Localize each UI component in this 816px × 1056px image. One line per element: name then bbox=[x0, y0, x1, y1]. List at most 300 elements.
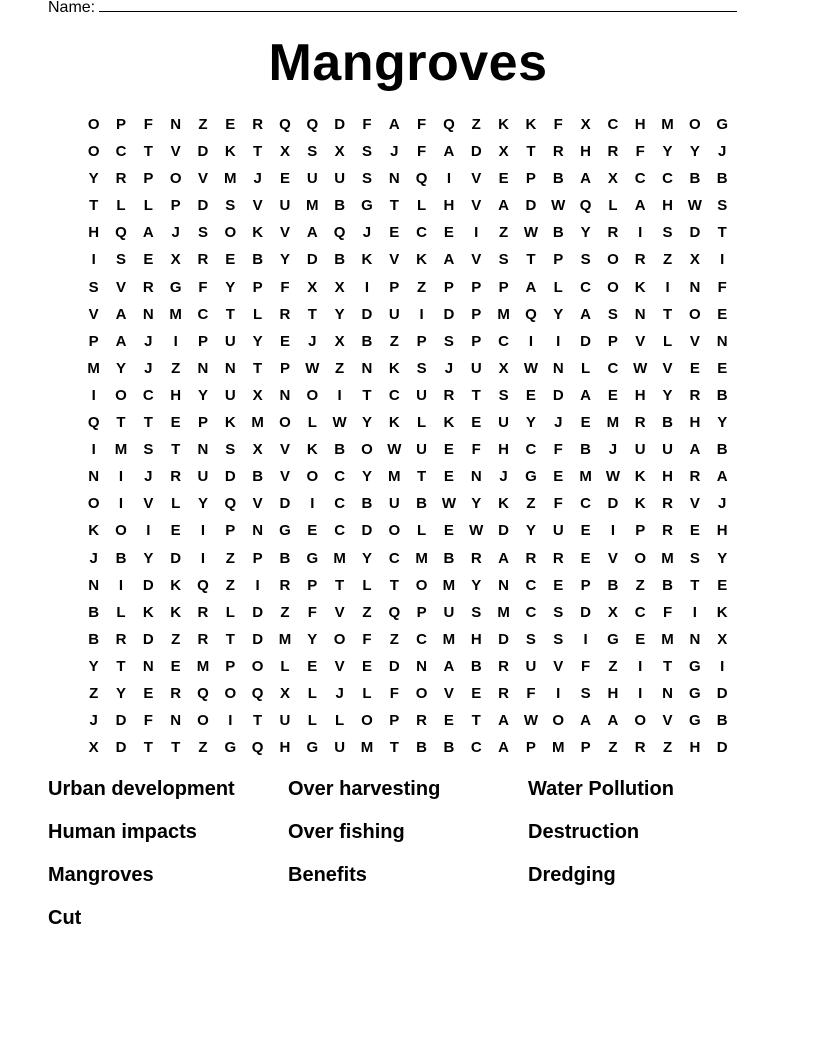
grid-letter: Y bbox=[471, 495, 482, 513]
grid-letter: E bbox=[143, 684, 154, 702]
grid-letter: N bbox=[252, 522, 264, 540]
grid-letter: D bbox=[115, 712, 127, 730]
grid-letter: R bbox=[115, 170, 127, 188]
grid-letter: D bbox=[498, 630, 509, 648]
word-list-item: Dredging bbox=[528, 864, 616, 886]
grid-row bbox=[80, 439, 736, 466]
grid-letter: Q bbox=[197, 576, 209, 594]
grid-letter: N bbox=[388, 170, 400, 188]
grid-letter: Z bbox=[89, 684, 99, 702]
grid-letter: J bbox=[499, 468, 508, 486]
grid-letter: G bbox=[689, 684, 701, 702]
grid-letter: T bbox=[471, 712, 481, 730]
grid-letter: F bbox=[717, 278, 727, 296]
grid-letter: I bbox=[228, 712, 233, 730]
grid-letter: O bbox=[361, 712, 373, 730]
grid-letter: S bbox=[498, 386, 509, 404]
grid-letter: A bbox=[498, 712, 509, 730]
grid-letter: Y bbox=[279, 251, 290, 269]
grid-letter: N bbox=[689, 630, 701, 648]
grid-letter: S bbox=[662, 224, 673, 242]
grid-letter: V bbox=[88, 305, 99, 323]
grid-letter: O bbox=[634, 712, 647, 730]
grid-letter: H bbox=[580, 143, 591, 161]
grid-letter: Q bbox=[115, 224, 127, 242]
grid-letter: Y bbox=[717, 414, 728, 432]
grid-row bbox=[80, 683, 736, 710]
grid-letter: J bbox=[89, 712, 98, 730]
grid-letter: N bbox=[716, 332, 728, 350]
grid-letter: C bbox=[634, 603, 646, 621]
grid-letter: N bbox=[197, 441, 209, 459]
grid-letter: J bbox=[608, 441, 618, 459]
grid-row bbox=[80, 656, 736, 683]
grid-letter: E bbox=[225, 116, 236, 133]
grid-letter: M bbox=[606, 414, 620, 432]
grid-row bbox=[80, 385, 736, 412]
grid-letter: W bbox=[605, 468, 620, 486]
grid-letter: R bbox=[607, 224, 619, 242]
grid-letter: J bbox=[718, 495, 727, 513]
grid-letter: R bbox=[170, 468, 182, 486]
grid-letter: H bbox=[662, 197, 673, 215]
grid-letter: T bbox=[362, 386, 372, 404]
grid-letter: K bbox=[224, 143, 236, 161]
grid-letter: U bbox=[334, 739, 346, 757]
grid-letter: T bbox=[143, 143, 153, 161]
grid-letter: I bbox=[118, 576, 124, 594]
grid-letter: Y bbox=[662, 143, 673, 161]
grid-letter: O bbox=[224, 224, 237, 242]
grid-letter: P bbox=[389, 278, 400, 296]
grid-row bbox=[80, 114, 736, 141]
grid-letter: N bbox=[416, 657, 428, 675]
grid-letter: K bbox=[416, 251, 428, 269]
grid-letter: V bbox=[689, 332, 700, 350]
grid-letter: P bbox=[88, 332, 99, 350]
grid-letter: F bbox=[417, 116, 427, 133]
grid-letter: Z bbox=[608, 739, 618, 757]
grid-letter: O bbox=[169, 170, 182, 188]
grid-letter: D bbox=[252, 603, 264, 621]
grid-letter: J bbox=[144, 359, 153, 377]
grid-letter: C bbox=[388, 386, 400, 404]
grid-letter: K bbox=[498, 495, 509, 513]
grid-letter: V bbox=[279, 224, 290, 242]
grid-letter: U bbox=[224, 386, 236, 404]
letter-grid bbox=[80, 114, 736, 764]
grid-letter: E bbox=[689, 522, 700, 540]
grid-letter: P bbox=[416, 332, 427, 350]
grid-letter: T bbox=[389, 576, 399, 594]
grid-letter: E bbox=[361, 657, 372, 675]
grid-letter: A bbox=[115, 305, 127, 323]
grid-letter: W bbox=[551, 197, 566, 215]
grid-letter: R bbox=[142, 278, 154, 296]
grid-letter: S bbox=[416, 359, 427, 377]
grid-letter: B bbox=[443, 739, 455, 757]
grid-letter: N bbox=[197, 359, 209, 377]
grid-letter: E bbox=[307, 522, 318, 540]
grid-letter: E bbox=[389, 224, 400, 242]
grid-letter: M bbox=[87, 359, 100, 377]
grid-letter: W bbox=[332, 414, 347, 432]
grid-letter: L bbox=[417, 522, 427, 540]
grid-letter: O bbox=[689, 116, 701, 133]
grid-letter: C bbox=[580, 278, 591, 296]
grid-letter: F bbox=[362, 116, 372, 133]
grid-letter: M bbox=[551, 739, 565, 757]
grid-letter: M bbox=[388, 468, 401, 486]
grid-letter: Q bbox=[306, 116, 319, 133]
grid-letter: I bbox=[638, 224, 643, 242]
grid-letter: W bbox=[687, 197, 702, 215]
grid-letter: Z bbox=[389, 630, 399, 648]
grid-letter: V bbox=[553, 657, 564, 675]
grid-letter: Z bbox=[471, 116, 481, 133]
grid-letter: F bbox=[553, 495, 563, 513]
grid-letter: T bbox=[253, 359, 263, 377]
grid-letter: V bbox=[607, 549, 618, 567]
grid-letter: C bbox=[388, 549, 400, 567]
grid-letter: J bbox=[89, 549, 98, 567]
word-list-item: Water Pollution bbox=[528, 778, 674, 800]
grid-letter: E bbox=[717, 576, 728, 594]
grid-letter: T bbox=[417, 468, 427, 486]
grid-letter: Z bbox=[198, 739, 208, 757]
name-field bbox=[48, 0, 737, 18]
grid-letter: N bbox=[88, 576, 100, 594]
grid-letter: B bbox=[252, 468, 264, 486]
grid-letter: L bbox=[116, 603, 126, 621]
grid-letter: G bbox=[689, 657, 701, 675]
grid-letter: R bbox=[498, 657, 509, 675]
grid-letter: K bbox=[634, 468, 646, 486]
grid-letter: K bbox=[443, 414, 455, 432]
grid-letter: Q bbox=[87, 414, 100, 432]
grid-letter: M bbox=[497, 305, 510, 323]
grid-letter: Z bbox=[662, 251, 673, 269]
grid-letter: T bbox=[662, 657, 673, 675]
grid-letter: E bbox=[279, 332, 290, 350]
grid-letter: C bbox=[334, 522, 346, 540]
grid-row bbox=[80, 710, 736, 737]
grid-letter: T bbox=[526, 251, 536, 269]
grid-letter: B bbox=[716, 170, 728, 188]
grid-letter: R bbox=[197, 603, 209, 621]
grid-letter: U bbox=[552, 522, 564, 540]
grid-letter: X bbox=[607, 603, 618, 621]
grid-letter: V bbox=[662, 712, 673, 730]
grid-row bbox=[80, 277, 736, 304]
grid-letter: A bbox=[306, 224, 318, 242]
grid-letter: D bbox=[716, 684, 728, 702]
grid-letter: I bbox=[556, 332, 561, 350]
grid-row bbox=[80, 168, 736, 195]
grid-letter: R bbox=[607, 143, 619, 161]
grid-letter: M bbox=[251, 414, 264, 432]
grid-letter: U bbox=[634, 441, 646, 459]
grid-letter: X bbox=[498, 359, 509, 377]
grid-letter: S bbox=[115, 251, 126, 269]
grid-letter: V bbox=[197, 170, 208, 188]
word-list-item: Mangroves bbox=[48, 864, 154, 886]
grid-letter: V bbox=[471, 197, 482, 215]
grid-letter: E bbox=[225, 251, 236, 269]
grid-letter: B bbox=[334, 197, 346, 215]
grid-letter: E bbox=[143, 251, 154, 269]
grid-letter: C bbox=[607, 116, 619, 133]
grid-letter: Y bbox=[88, 657, 99, 675]
grid-letter: Q bbox=[224, 495, 237, 513]
grid-letter: R bbox=[689, 468, 701, 486]
grid-letter: M bbox=[661, 549, 674, 567]
grid-row bbox=[80, 629, 736, 656]
grid-letter: I bbox=[692, 603, 697, 621]
grid-letter: C bbox=[142, 386, 154, 404]
grid-letter: C bbox=[634, 170, 646, 188]
grid-letter: P bbox=[416, 603, 427, 621]
grid-letter: D bbox=[224, 468, 236, 486]
grid-letter: C bbox=[470, 739, 482, 757]
grid-letter: P bbox=[389, 712, 400, 730]
grid-letter: Y bbox=[689, 143, 700, 161]
grid-letter: I bbox=[200, 522, 206, 540]
grid-letter: L bbox=[307, 414, 317, 432]
grid-letter: S bbox=[717, 197, 728, 215]
grid-letter: N bbox=[142, 305, 154, 323]
grid-letter: V bbox=[471, 251, 482, 269]
grid-letter: M bbox=[661, 116, 674, 133]
grid-letter: E bbox=[717, 359, 728, 377]
grid-letter: N bbox=[361, 359, 373, 377]
grid-letter: M bbox=[442, 576, 456, 594]
grid-letter: A bbox=[498, 549, 509, 567]
grid-letter: Y bbox=[361, 549, 372, 567]
grid-letter: W bbox=[305, 359, 320, 377]
grid-letter: C bbox=[607, 359, 619, 377]
grid-letter: E bbox=[498, 170, 509, 188]
grid-letter: F bbox=[417, 143, 427, 161]
grid-letter: P bbox=[525, 739, 536, 757]
grid-letter: J bbox=[362, 224, 372, 242]
grid-letter: M bbox=[415, 549, 428, 567]
grid-letter: I bbox=[91, 441, 96, 459]
word-list-item: Human impacts bbox=[48, 821, 197, 843]
grid-letter: D bbox=[197, 197, 209, 215]
grid-letter: D bbox=[580, 332, 591, 350]
grid-letter: C bbox=[334, 495, 346, 513]
grid-row bbox=[80, 737, 736, 764]
grid-letter: A bbox=[443, 657, 455, 675]
grid-letter: E bbox=[170, 522, 181, 540]
word-list-item: Over fishing bbox=[288, 821, 405, 843]
grid-letter: A bbox=[525, 278, 537, 296]
grid-letter: M bbox=[360, 739, 374, 757]
grid-letter: X bbox=[334, 332, 345, 350]
grid-letter: A bbox=[580, 712, 591, 730]
grid-letter: V bbox=[252, 197, 263, 215]
grid-letter: F bbox=[143, 712, 153, 730]
grid-letter: E bbox=[580, 522, 591, 540]
grid-letter: S bbox=[143, 441, 154, 459]
grid-letter: N bbox=[88, 468, 100, 486]
grid-letter: R bbox=[279, 305, 291, 323]
grid-letter: V bbox=[252, 495, 263, 513]
grid-letter: M bbox=[278, 630, 292, 648]
grid-letter: B bbox=[361, 495, 373, 513]
grid-letter: F bbox=[198, 278, 208, 296]
grid-letter: Y bbox=[580, 224, 591, 242]
grid-letter: U bbox=[498, 414, 509, 432]
grid-letter: I bbox=[665, 278, 670, 296]
grid-letter: I bbox=[146, 522, 151, 540]
grid-letter: Z bbox=[171, 359, 181, 377]
grid-letter: B bbox=[416, 495, 428, 513]
grid-letter: P bbox=[471, 332, 482, 350]
word-list-item: Over harvesting bbox=[288, 778, 441, 800]
grid-letter: V bbox=[143, 495, 154, 513]
grid-letter: R bbox=[197, 251, 209, 269]
grid-letter: B bbox=[334, 441, 346, 459]
grid-letter: E bbox=[689, 359, 700, 377]
grid-letter: X bbox=[334, 278, 345, 296]
grid-letter: S bbox=[443, 332, 454, 350]
grid-letter: D bbox=[470, 143, 482, 161]
grid-letter: Y bbox=[197, 386, 208, 404]
grid-letter: O bbox=[689, 305, 701, 323]
grid-letter: U bbox=[197, 468, 209, 486]
grid-letter: I bbox=[474, 224, 479, 242]
grid-letter: P bbox=[225, 522, 236, 540]
grid-letter: B bbox=[716, 441, 728, 459]
grid-letter: F bbox=[526, 684, 536, 702]
grid-letter: X bbox=[334, 143, 345, 161]
grid-letter: Q bbox=[333, 224, 346, 242]
grid-letter: I bbox=[583, 630, 588, 648]
grid-letter: T bbox=[389, 739, 399, 757]
grid-letter: E bbox=[443, 441, 454, 459]
grid-letter: I bbox=[337, 386, 342, 404]
grid-letter: Q bbox=[251, 684, 264, 702]
name-label: Name: bbox=[48, 0, 96, 16]
grid-letter: E bbox=[525, 386, 536, 404]
grid-letter: P bbox=[525, 170, 536, 188]
grid-letter: Z bbox=[662, 739, 673, 757]
grid-letter: G bbox=[361, 197, 373, 215]
grid-row bbox=[80, 304, 736, 331]
grid-letter: Z bbox=[635, 576, 645, 594]
grid-letter: V bbox=[689, 495, 700, 513]
grid-row bbox=[80, 493, 736, 520]
grid-letter: S bbox=[689, 549, 700, 567]
grid-letter: Z bbox=[225, 576, 235, 594]
grid-letter: C bbox=[115, 143, 127, 161]
grid-letter: S bbox=[225, 197, 236, 215]
grid-letter: Y bbox=[143, 549, 154, 567]
grid-letter: D bbox=[279, 495, 291, 513]
grid-letter: Y bbox=[525, 522, 536, 540]
grid-letter: M bbox=[114, 441, 128, 459]
grid-letter: W bbox=[441, 495, 457, 513]
grid-letter: U bbox=[443, 603, 455, 621]
grid-letter: J bbox=[253, 170, 262, 188]
grid-letter: I bbox=[720, 251, 725, 269]
grid-letter: F bbox=[280, 278, 290, 296]
grid-letter: L bbox=[280, 657, 290, 675]
grid-letter: R bbox=[552, 549, 564, 567]
grid-letter: N bbox=[689, 278, 701, 296]
grid-letter: D bbox=[388, 657, 400, 675]
grid-row bbox=[80, 331, 736, 358]
grid-letter: A bbox=[443, 143, 455, 161]
grid-letter: E bbox=[443, 522, 454, 540]
grid-letter: F bbox=[471, 441, 481, 459]
grid-letter: Y bbox=[525, 414, 536, 432]
grid-letter: C bbox=[525, 603, 537, 621]
grid-letter: S bbox=[361, 143, 372, 161]
grid-letter: A bbox=[498, 739, 509, 757]
grid-letter: S bbox=[525, 630, 536, 648]
grid-letter: J bbox=[144, 468, 153, 486]
grid-row bbox=[80, 358, 736, 385]
grid-letter: L bbox=[362, 576, 372, 594]
grid-letter: F bbox=[580, 657, 591, 675]
grid-letter: T bbox=[116, 414, 126, 432]
grid-letter: N bbox=[224, 359, 236, 377]
grid-letter: E bbox=[717, 305, 728, 323]
word-list bbox=[48, 778, 768, 929]
grid-letter: O bbox=[415, 576, 428, 594]
grid-letter: A bbox=[689, 441, 701, 459]
grid-letter: I bbox=[446, 170, 452, 188]
grid-letter: R bbox=[197, 630, 209, 648]
grid-letter: T bbox=[690, 576, 700, 594]
grid-letter: Q bbox=[279, 116, 291, 133]
grid-letter: X bbox=[279, 684, 290, 702]
grid-letter: V bbox=[334, 603, 345, 621]
grid-letter: P bbox=[252, 278, 263, 296]
grid-letter: L bbox=[253, 305, 263, 323]
grid-letter: O bbox=[197, 712, 209, 730]
grid-letter: C bbox=[197, 305, 209, 323]
grid-letter: N bbox=[634, 305, 646, 323]
grid-letter: T bbox=[143, 414, 153, 432]
grid-letter: I bbox=[638, 684, 643, 702]
grid-letter: F bbox=[389, 684, 399, 702]
grid-letter: T bbox=[253, 143, 263, 161]
grid-letter: W bbox=[523, 224, 538, 242]
grid-letter: R bbox=[525, 549, 537, 567]
grid-letter: E bbox=[279, 170, 290, 188]
grid-letter: B bbox=[279, 549, 291, 567]
grid-letter: X bbox=[279, 143, 290, 161]
grid-letter: V bbox=[389, 251, 400, 269]
grid-letter: A bbox=[607, 712, 619, 730]
grid-letter: D bbox=[142, 630, 154, 648]
grid-letter: T bbox=[171, 739, 181, 757]
grid-letter: Z bbox=[417, 278, 427, 296]
grid-letter: O bbox=[333, 630, 346, 648]
grid-row bbox=[80, 602, 736, 629]
grid-letter: F bbox=[362, 630, 372, 648]
grid-letter: K bbox=[170, 576, 182, 594]
grid-letter: P bbox=[252, 549, 263, 567]
grid-letter: W bbox=[387, 441, 402, 459]
grid-letter: D bbox=[552, 386, 564, 404]
grid-letter: P bbox=[443, 278, 454, 296]
grid-letter: O bbox=[224, 684, 237, 702]
